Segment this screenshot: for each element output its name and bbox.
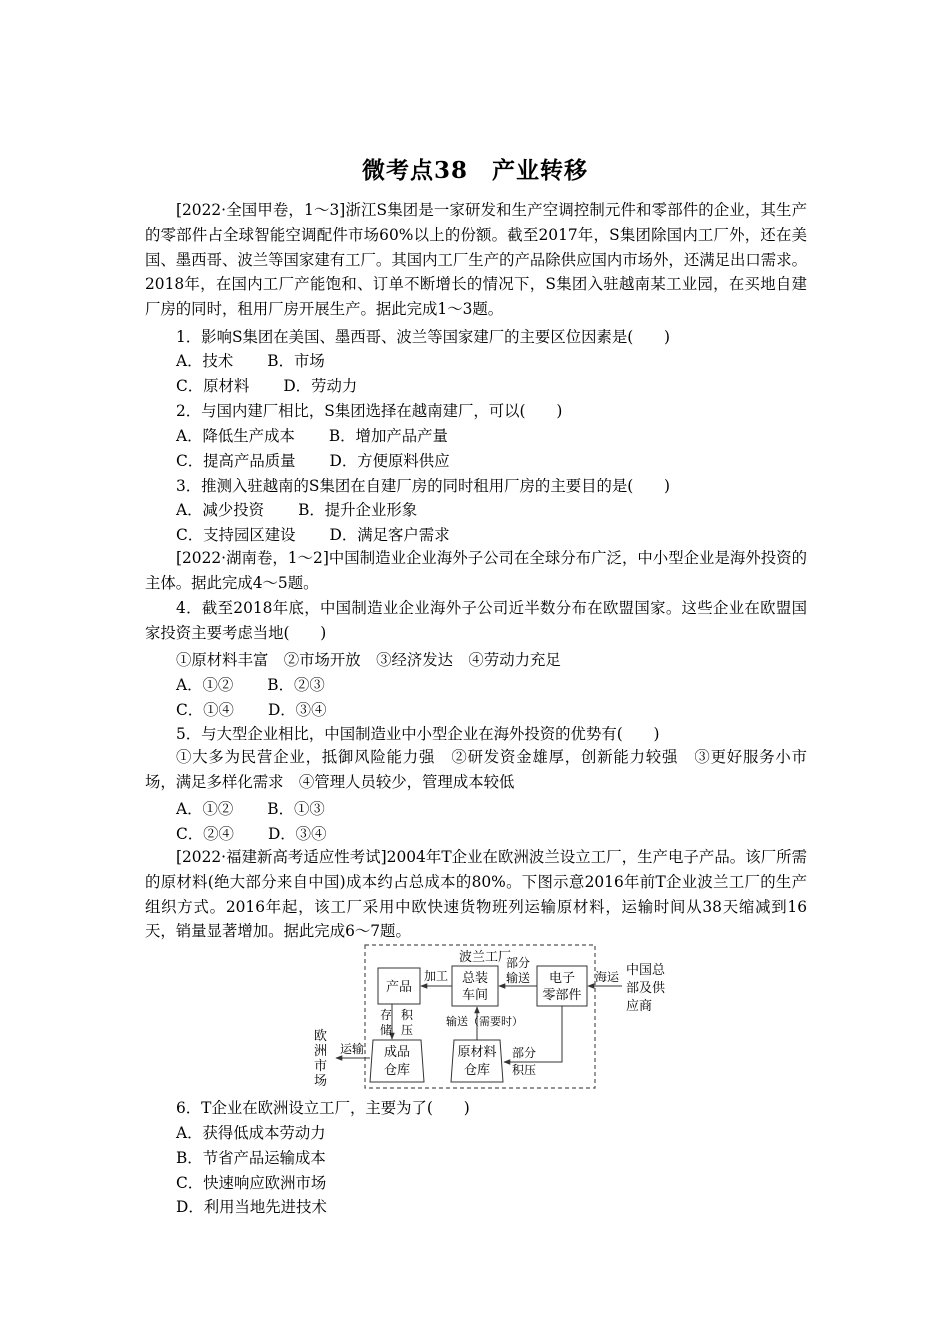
option-d[interactable]: D．③④ (267, 701, 327, 719)
question-4-options-row1 (176, 675, 325, 695)
option-c[interactable]: C．提高产品质量 (176, 452, 296, 470)
transport-needed-label: 输送（需要时） (446, 1015, 523, 1028)
option-a[interactable]: A．减少投资 (176, 501, 265, 519)
option-c[interactable]: C．①④ (176, 701, 234, 719)
china-label-1: 中国总 (626, 963, 666, 978)
partial-backlog-label-2: 积压 (512, 1063, 537, 1077)
material-2: [2022·湖南卷，1～2]中国制造业企业海外子公司在全球分布广泛，中小型企业是海外投资的主体。据此完成4～5题。 (145, 549, 807, 592)
store-label-1: 存 (380, 1008, 393, 1022)
china-label-3: 应商 (626, 999, 653, 1014)
production-organization-diagram (300, 942, 710, 1090)
europe-label-4: 场 (314, 1074, 328, 1089)
option-a[interactable]: A．①② (176, 800, 234, 818)
question-4-options-row2 (176, 700, 326, 720)
question-4-stem: 4．截至2018年底，中国制造业企业海外子公司近半数分布在欧盟国家。这些企业在欧盟国家投资主要考虑当地( ) (145, 599, 807, 642)
product-label: 产品 (385, 980, 413, 995)
material-1: [2022·全国甲卷，1～3]浙江S集团是一家研发和生产空调控制元件和零部件的企业，其生产的零部件占全球智能空调配件市场60%以上的份额。截至2017年，S集团除国内工厂外，还在美国、墨西哥、波兰等国家建有工厂。其国内工厂生产的产品除供应国内市场外，还满足出口需求。2018年，在国内工厂产能饱和、订单不断增长的情况下，S集团入驻越南某工业园，在买地自建厂房的同时，租用厂房开展生产。据此完成1～3题。 (145, 201, 807, 319)
assembly-label-1: 总装 (461, 971, 489, 986)
option-c[interactable]: C．支持园区建设 (176, 526, 296, 544)
question-2-stem: 2．与国内建厂相比，S集团选择在越南建厂，可以( ) (176, 402, 563, 420)
partial-backlog-label-1: 部分 (512, 1046, 537, 1060)
question-4-items: ①原材料丰富 ②市场开放 ③经济发达 ④劳动力充足 (176, 651, 561, 669)
assembly-label-2: 车间 (461, 988, 489, 1003)
option-d[interactable]: D．方便原料供应 (329, 452, 450, 470)
question-1-options-row2 (176, 376, 357, 396)
ship-label: 运输 (340, 1042, 365, 1056)
backlog-label-1: 积 (401, 1008, 414, 1022)
question-6-option-b[interactable]: B．节省产品运输成本 (176, 1149, 326, 1167)
question-3-stem: 3．推测入驻越南的S集团在自建厂房的同时租用厂房的主要目的是( ) (176, 477, 671, 495)
finished-label-2: 仓库 (383, 1063, 411, 1078)
option-a[interactable]: A．①② (176, 676, 234, 694)
partial-transport-label-2: 输送 (506, 971, 531, 985)
option-b[interactable]: B．①③ (267, 800, 325, 818)
option-a[interactable]: A．降低生产成本 (176, 427, 295, 445)
option-b[interactable]: B．②③ (267, 676, 325, 694)
option-b[interactable]: B．提升企业形象 (298, 501, 418, 519)
diagram-svg (300, 942, 710, 1090)
raw-label-1: 原材料 (457, 1045, 497, 1060)
electronic-label-2: 零部件 (542, 988, 582, 1003)
material-3: [2022·福建新高考适应性考试]2004年T企业在欧洲波兰设立工厂，生产电子产品。该厂所需的原材料(绝大部分来自中国)成本约占总成本的80%。下图示意2016年前T企业波兰工厂的生产组织方式。2016年起，该工厂采用中欧快速货物班列运输原材料，运输时间从38天缩减到16天，销量显著增加。据此完成6～7题。 (145, 848, 807, 941)
question-6-option-a[interactable]: A．获得低成本劳动力 (176, 1124, 326, 1142)
europe-label-3: 市 (314, 1059, 328, 1074)
question-5-options-row1 (176, 799, 325, 819)
option-b[interactable]: B．增加产品产量 (328, 427, 448, 445)
option-c[interactable]: C．原材料 (176, 377, 250, 395)
question-6-stem: 6．T企业在欧洲设立工厂，主要为了( ) (176, 1099, 470, 1117)
electronic-label-1: 电子 (548, 971, 576, 986)
question-2-options-row1 (176, 426, 448, 446)
backlog-label-2: 压 (401, 1023, 414, 1037)
page-title: 微考点38 产业转移 (361, 157, 588, 184)
option-a[interactable]: A．技术 (176, 352, 234, 370)
process-label: 加工 (424, 969, 449, 983)
option-d[interactable]: D．③④ (267, 825, 327, 843)
partial-transport-label-1: 部分 (506, 956, 531, 970)
question-1-stem: 1．影响S集团在美国、墨西哥、波兰等国家建厂的主要区位因素是( ) (176, 328, 671, 346)
finished-label-1: 成品 (383, 1045, 411, 1060)
question-6-option-d[interactable]: D．利用当地先进技术 (176, 1198, 327, 1216)
sea-label: 海运 (595, 970, 620, 984)
option-d[interactable]: D．满足客户需求 (329, 526, 450, 544)
question-6-option-c[interactable]: C．快速响应欧洲市场 (176, 1174, 327, 1192)
question-5-stem: 5．与大型企业相比，中国制造业中小型企业在海外投资的优势有( ) (176, 725, 660, 743)
china-label-2: 部及供 (626, 981, 666, 996)
question-5-items: ①大多为民营企业，抵御风险能力强 ②研发资金雄厚，创新能力较强 ③更好服务小市场，满足多样化需求 ④管理人员较少，管理成本较低 (145, 748, 807, 791)
europe-label-1: 欧 (314, 1029, 328, 1044)
europe-label-2: 洲 (314, 1044, 328, 1059)
question-3-options-row2 (176, 525, 450, 545)
raw-label-2: 仓库 (463, 1063, 491, 1078)
factory-label: 波兰工厂 (458, 950, 512, 965)
question-3-options-row1 (176, 500, 417, 520)
option-b[interactable]: B．市场 (267, 352, 325, 370)
question-2-options-row2 (176, 451, 450, 471)
option-c[interactable]: C．②④ (176, 825, 234, 843)
option-d[interactable]: D．劳动力 (283, 377, 358, 395)
store-label-2: 储 (380, 1023, 393, 1037)
question-1-options-row1 (176, 351, 325, 371)
question-5-options-row2 (176, 824, 326, 844)
